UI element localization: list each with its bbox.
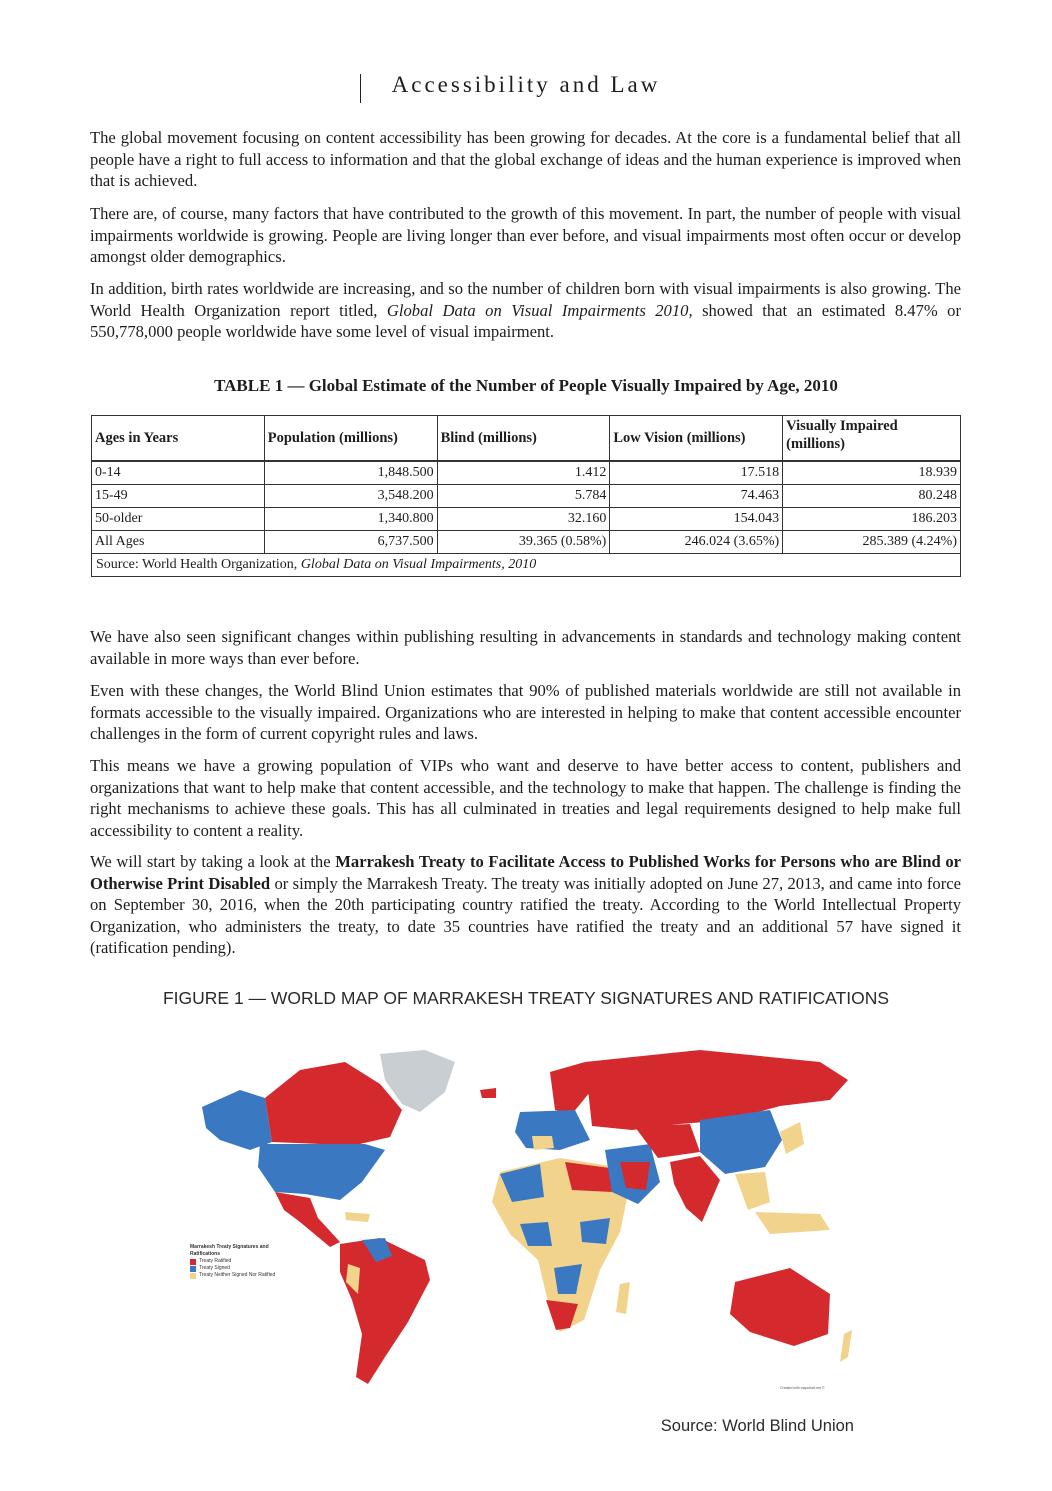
report-title: Global Data on Visual Impairments 2010, (386, 300, 693, 320)
map-region (580, 1218, 610, 1244)
map-region (755, 1212, 830, 1234)
paragraph-vips: This means we have a growing population of VIPs who want and deserve to have better access to content, publishers and organizations that want to help make that content accessible, and the technology to make that happen. The challenge is finding the right mechanisms to achieve these goals. This has all culminated in treaties and legal requirements designed to help make full accessibility to content a reality. (90, 756, 961, 840)
table-cell: 80.248 (783, 485, 961, 508)
table-cell: 3,548.200 (264, 485, 437, 508)
table-title: TABLE 1 — Global Estimate of the Number of People Visually Impaired by Age, 2010 (214, 376, 838, 395)
legend-label: Treaty Signed (199, 1265, 230, 1271)
legend-item (190, 1258, 290, 1265)
map-region (700, 1110, 782, 1174)
text-run: In addition, birth rates worldwide are increasing, and so the number of children born with visual impairments is also growing. The World Health Organization report titled, (90, 279, 961, 320)
map-region (202, 1090, 272, 1150)
map-legend (190, 1244, 290, 1279)
figure-source: Source: World Blind Union (660, 1417, 854, 1435)
paragraph-factors: There are, of course, many factors that have contributed to the growth of this movement. In part, the number of people with visual impairments worldwide is growing. People are living longer than ever before, and visual impairments most often occur or develop amongst older demographics. (90, 204, 961, 266)
header-population: Population (millions) (264, 416, 437, 462)
paragraph-intro: The global movement focusing on content accessibility has been growing for decades. At the core is a fundamental belief that all people have a right to full access to information and that the global exchange of ideas and the human experience is improved when that is achieved. (90, 128, 961, 190)
map-region (670, 1156, 720, 1222)
table-row-total (92, 531, 961, 554)
text-run: or simply the Marrakesh Treaty. The treaty was initially adopted on June 27, 2013, and came into force on September 30, 2016, when the 20th participating country ratified the treaty. According to the World Intellectual Property Organization, who administers the treaty, to date 35 countries have ratified the treaty and an additional 57 have signed it (ratification pending). (90, 873, 961, 957)
paragraph-marrakesh (90, 851, 961, 959)
legend-item (190, 1265, 290, 1272)
map-region (258, 1144, 385, 1200)
legend-item (190, 1272, 290, 1279)
table-cell: 17.518 (610, 461, 783, 485)
table-source (92, 554, 961, 577)
map-region (840, 1330, 852, 1362)
figure-title: FIGURE 1 — WORLD MAP OF MARRAKESH TREATY SIGNATURES AND RATIFICATIONS (162, 988, 890, 1008)
table-source-row (92, 554, 961, 577)
text-run: showed that an estimated 8.47% or 550,778,000 people worldwide have some level of visual impairment. (90, 300, 962, 341)
paragraph-birth-rates (90, 278, 961, 343)
map-region (532, 1136, 554, 1150)
paragraph-world-blind-union: Even with these changes, the World Blind Union estimates that 90% of published materials worldwide are still not available in formats accessible to the visually impaired. Organizations who are interested in helping to make that content accessible encounter challenges in the form of current copyright rules and laws. (90, 681, 961, 743)
table-cell: 246.024 (3.65%) (610, 531, 783, 554)
map-region (345, 1212, 370, 1222)
source-report-title: Global Data on Visual Impairments, 2010 (300, 557, 537, 572)
table-cell: 39.365 (0.58%) (437, 531, 610, 554)
paragraph-publishing: We have also seen significant changes within publishing resulting in advancements in standards and technology making content available in more ways than ever before. (90, 627, 961, 668)
header-blind: Blind (millions) (437, 416, 610, 462)
map-region (340, 1238, 430, 1384)
header-visually-impaired: Visually Impaired (millions) (783, 416, 961, 462)
header-ages: Ages in Years (92, 416, 265, 462)
legend-label: Treaty Neither Signed Nor Ratified (199, 1272, 276, 1278)
legend-swatch-neither (190, 1273, 196, 1279)
world-map (180, 1032, 870, 1400)
table-cell: 32.160 (437, 508, 610, 531)
table-row (92, 485, 961, 508)
table-cell: 0-14 (92, 461, 265, 485)
table-cell: 154.043 (610, 508, 783, 531)
table-cell: 74.463 (610, 485, 783, 508)
map-region (780, 1122, 804, 1154)
map-region (546, 1300, 578, 1330)
legend-swatch-ratified (190, 1259, 196, 1265)
table-cell: 186.203 (783, 508, 961, 531)
page-title: Accessibility and Law (391, 72, 661, 97)
table-header-row (92, 416, 961, 462)
header-low-vision: Low Vision (millions) (610, 416, 783, 462)
table-cell: 1.412 (437, 461, 610, 485)
table-cell: 1,340.800 (264, 508, 437, 531)
table-cell: 5.784 (437, 485, 610, 508)
source-text: Source: World Health Organization, (96, 557, 301, 572)
visual-impairment-table (91, 415, 961, 577)
legend-title: Marrakesh Treaty Signatures and Ratifications (190, 1244, 269, 1257)
map-region (275, 1192, 340, 1247)
table-cell: 18.939 (783, 461, 961, 485)
map-region (616, 1282, 630, 1314)
map-region (735, 1172, 770, 1210)
map-credit: Created with mapchart.net © (780, 1386, 825, 1390)
text-run: We will start by taking a look at the (90, 852, 336, 871)
map-region (265, 1062, 402, 1144)
map-region (480, 1088, 496, 1098)
table-cell: 1,848.500 (264, 461, 437, 485)
table-row (92, 508, 961, 531)
table-cell: 285.389 (4.24%) (783, 531, 961, 554)
table-cell: 50-older (92, 508, 265, 531)
text-cursor (360, 74, 361, 103)
table-cell: 6,737.500 (264, 531, 437, 554)
map-region (730, 1268, 830, 1346)
table-cell: 15-49 (92, 485, 265, 508)
map-region (550, 1062, 590, 1114)
legend-label: Treaty Ratified (199, 1258, 232, 1264)
table-cell: All Ages (92, 531, 265, 554)
treaty-name: Marrakesh Treaty to Facilitate Access to Published Works for Persons who are Blind or Otherwise Print Disabled (90, 852, 961, 893)
table-row (92, 461, 961, 485)
legend-swatch-signed (190, 1266, 196, 1272)
